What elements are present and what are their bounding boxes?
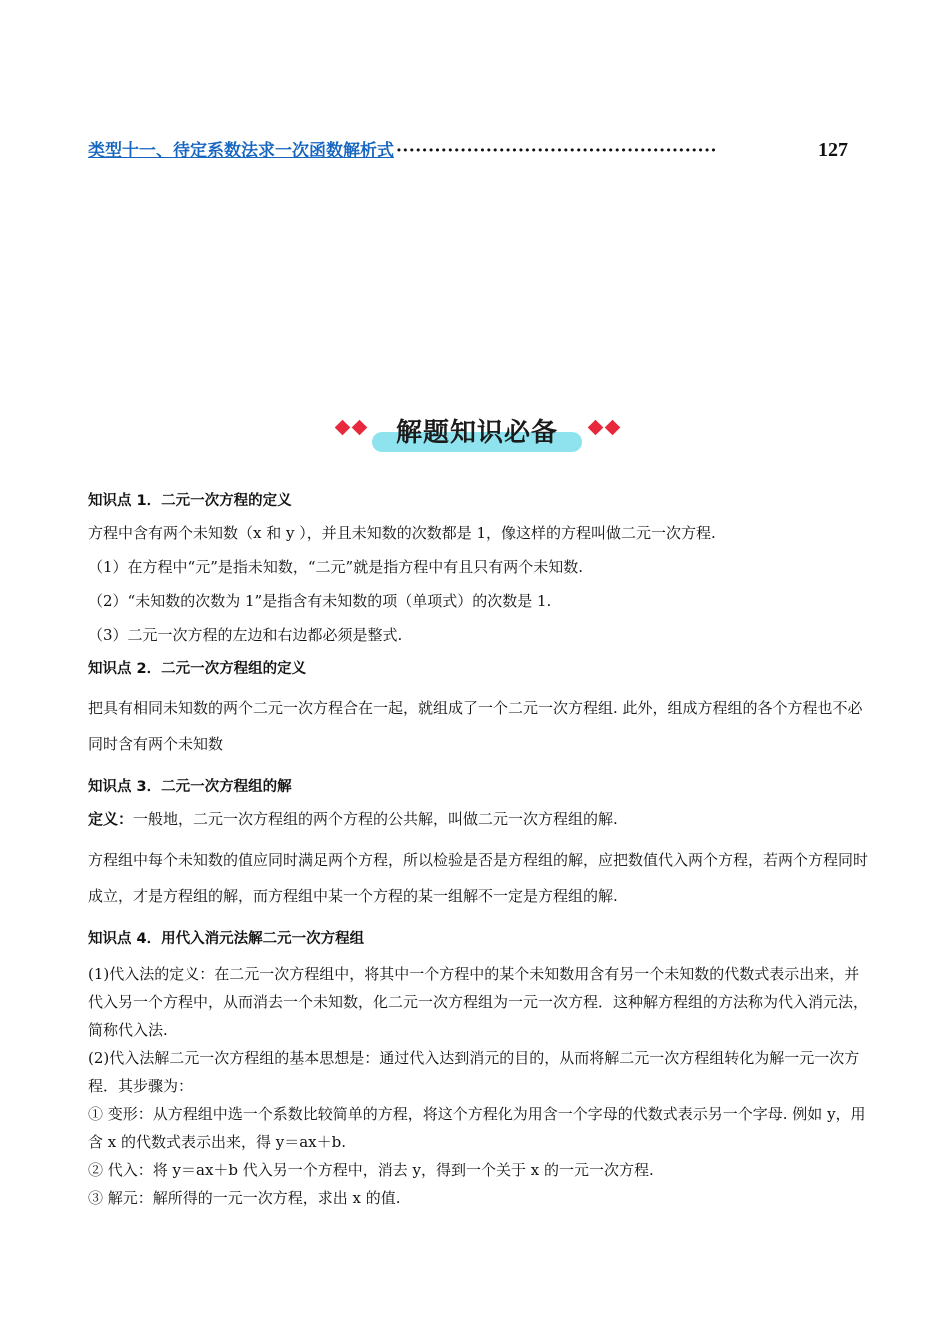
- definition-label: 定义：: [88, 810, 134, 828]
- diamond-icon: [352, 420, 368, 436]
- list-item-k1-1: （1）在方程中“元”是指未知数，“二元”就是指方程中有且只有两个未知数.: [88, 558, 583, 576]
- knowledge-content: [88, 490, 868, 1212]
- section-banner: [335, 408, 620, 454]
- section-heading-3: 知识点 3．二元一次方程组的解: [88, 779, 292, 795]
- step-3: ③ 解元：解所得的一元一次方程，求出 x 的值.: [88, 1189, 401, 1207]
- list-item-k1-2: （2）“未知数的次数为 1”是指含有未知数的项（单项式）的次数是 1.: [88, 592, 552, 610]
- paragraph-k3-body: 方程组中每个未知数的值应同时满足两个方程，所以检验是否是方程组的解，应把数值代入两个方程，若两个方程同时成立，才是方程组的解，而方程组中某一个方程的某一组解不一定是方程组的解.: [88, 851, 869, 905]
- diamond-decoration-left: [335, 420, 367, 435]
- toc-page-number: 127: [818, 139, 848, 161]
- diamond-icon: [335, 420, 351, 436]
- paragraph-k4-2: (2)代入法解二元一次方程组的基本思想是：通过代入达到消元的目的，从而将解二元一次方程组转化为解一元一次方程．其步骤为：: [88, 1049, 860, 1095]
- diamond-icon: [605, 420, 621, 436]
- diamond-icon: [588, 420, 604, 436]
- list-item-k1-3: （3）二元一次方程的左边和右边都必须是整式.: [88, 626, 403, 644]
- section-heading-1: 知识点 1．二元一次方程的定义: [88, 493, 292, 509]
- toc-leader-dots: ··················································: [396, 141, 717, 161]
- paragraph-k2: 把具有相同未知数的两个二元一次方程合在一起，就组成了一个二元一次方程组. 此外，组成方程组的各个方程也不必同时含有两个未知数: [88, 699, 863, 753]
- paragraph-k1-intro: 方程中含有两个未知数（x 和 y ），并且未知数的次数都是 1，像这样的方程叫做二元一次方程.: [88, 524, 716, 542]
- section-heading-4: 知识点 4．用代入消元法解二元一次方程组: [88, 931, 365, 947]
- toc-entry: [88, 136, 848, 166]
- paragraph-k4-1: (1)代入法的定义：在二元一次方程组中，将其中一个方程中的某个未知数用含有另一个未知数的代数式表示出来，并代入另一个方程中，从而消去一个未知数，化二元一次方程组为一元一次方程．这种解方程组的方法称为代入消元法，简称代入法.: [88, 965, 869, 1039]
- step-2: ② 代入：将 y＝ax＋b 代入另一个方程中，消去 y，得到一个关于 x 的一元一次方程.: [88, 1161, 654, 1179]
- diamond-decoration-right: [588, 420, 620, 435]
- section-heading-2: 知识点 2．二元一次方程组的定义: [88, 661, 307, 677]
- banner-title: 解题知识必备: [395, 418, 558, 448]
- step-1: ① 变形：从方程组中选一个系数比较简单的方程，将这个方程化为用含一个字母的代数式表示另一个字母. 例如 y，用含 x 的代数式表示出来，得 y＝ax＋b.: [88, 1105, 866, 1151]
- paragraph-k3-definition: [88, 808, 868, 830]
- toc-link[interactable]: 类型十一、待定系数法求一次函数解析式: [88, 141, 394, 161]
- definition-text: 一般地，二元一次方程组的两个方程的公共解，叫做二元一次方程组的解.: [133, 810, 618, 828]
